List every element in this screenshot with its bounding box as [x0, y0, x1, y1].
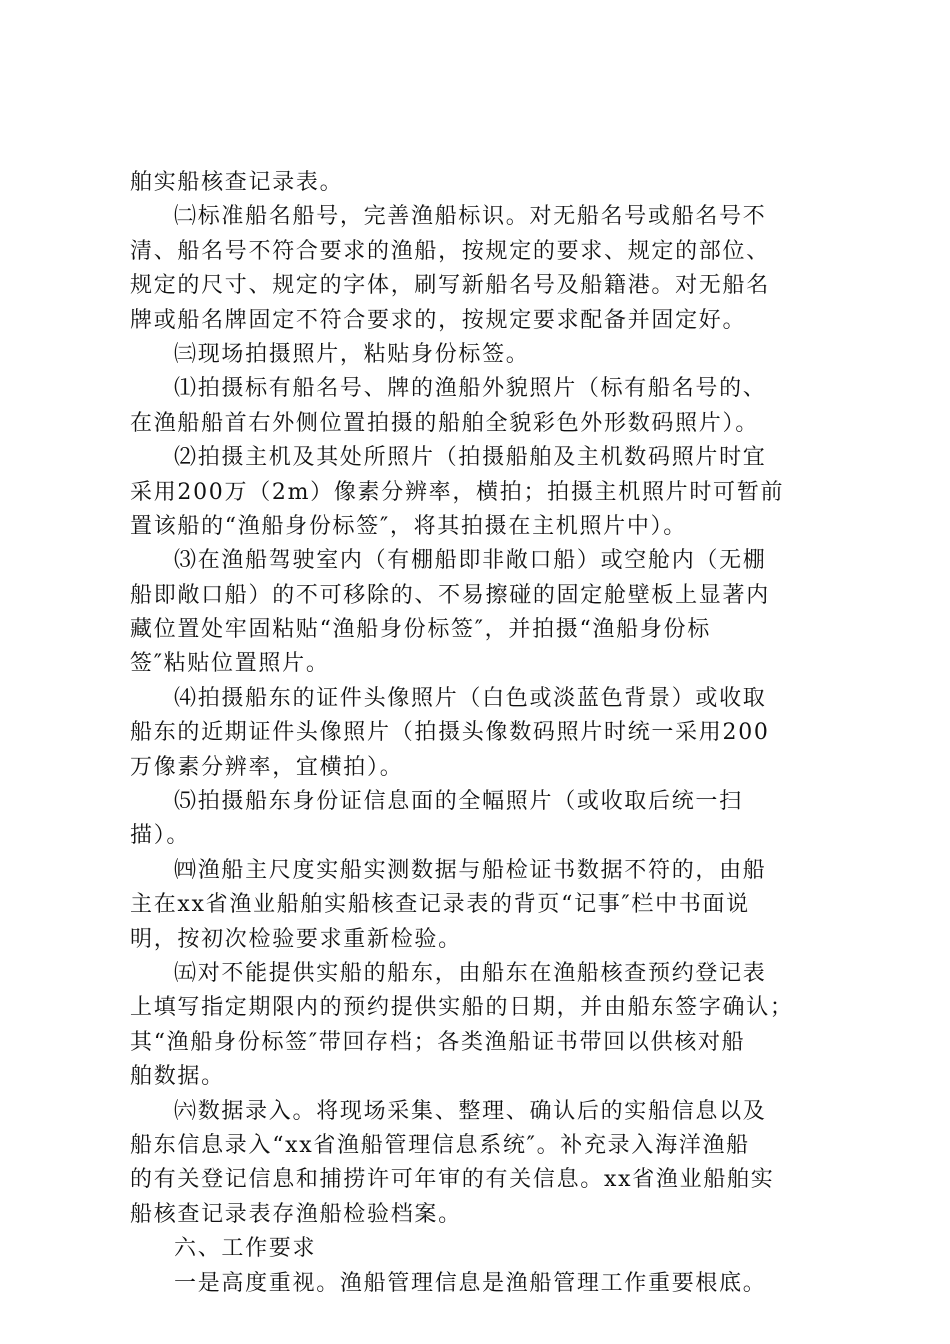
- document-body: [130, 166, 820, 1301]
- text-line: ㈣渔船主尺度实船实测数据与船检证书数据不符的，由船: [174, 857, 767, 883]
- text-line: 牌或船名牌固定不符合要求的，按规定要求配备并固定好。: [130, 307, 747, 333]
- text-line: ⑶在渔船驾驶室内（有棚船即非敞口船）或空舱内（无棚: [174, 548, 767, 574]
- text-line: 船东的近期证件头像照片（拍摄头像数码照片时统一采用200: [130, 720, 770, 746]
- text-line: 上填写指定期限内的预约提供实船的日期，并由船东签字确认；: [130, 995, 794, 1021]
- text-line: 采用200万（2m）像素分辨率，横拍；拍摄主机照片时可暂前: [130, 479, 785, 505]
- text-line: ㈤对不能提供实船的船东，由船东在渔船核查预约登记表: [174, 960, 767, 986]
- text-line: 置该船的“渔船身份标签″，将其拍摄在主机照片中）。: [130, 513, 687, 539]
- text-line: 六、工作要求: [174, 1236, 317, 1262]
- text-line: 规定的尺寸、规定的字体，刷写新船名号及船籍港。对无船名: [130, 273, 770, 299]
- text-line: 船核查记录表存渔船检验档案。: [130, 1201, 462, 1227]
- text-line: 万像素分辨率，宜横拍）。: [130, 754, 404, 780]
- text-line: 明，按初次检验要求重新检验。: [130, 926, 462, 952]
- text-line: 船即敞口船）的不可移除的、不易擦碰的固定舱壁板上显著内: [130, 582, 770, 608]
- text-line: ⑵拍摄主机及其处所照片（拍摄船舶及主机数码照片时宜: [174, 445, 767, 471]
- text-line: 的有关登记信息和捕捞许可年审的有关信息。xx省渔业船舶实: [130, 1167, 775, 1193]
- text-line: ⑴拍摄标有船名号、牌的渔船外貌照片（标有船名号的、: [174, 376, 767, 402]
- text-line: 舶数据。: [130, 1064, 225, 1090]
- text-line: ⑸拍摄船东身份证信息面的全幅照片（或收取后统一扫: [174, 789, 743, 815]
- text-line: 在渔船船首右外侧位置拍摄的船舶全貌彩色外形数码照片）。: [130, 410, 759, 436]
- text-line: 主在xx省渔业船舶实船核查记录表的背页“记事″栏中书面说: [130, 892, 750, 918]
- text-line: 签″粘贴位置照片。: [130, 651, 330, 677]
- text-line: 描）。: [130, 823, 191, 849]
- text-line: 船东信息录入“xx省渔船管理信息系统″。补充录入海洋渔船: [130, 1132, 750, 1158]
- text-line: 藏位置处牢固粘贴“渔船身份标签″，并拍摄“渔船身份标: [130, 617, 711, 643]
- text-line: ㈡标准船名船号，完善渔船标识。对无船名号或船名号不: [174, 204, 767, 230]
- text-line: 其“渔船身份标签″带回存档；各类渔船证书带回以供核对船: [130, 1029, 746, 1055]
- text-line: ㈥数据录入。将现场采集、整理、确认后的实船信息以及: [174, 1098, 767, 1124]
- text-line: 一是高度重视。渔船管理信息是渔船管理工作重要根底。: [174, 1270, 767, 1296]
- text-line: 清、船名号不符合要求的渔船，按规定的要求、规定的部位、: [130, 238, 770, 264]
- text-line: 舶实船核查记录表。: [130, 170, 344, 195]
- text-line: ㈢现场拍摄照片，粘贴身份标签。: [174, 341, 530, 367]
- text-line: ⑷拍摄船东的证件头像照片（白色或淡蓝色背景）或收取: [174, 685, 767, 711]
